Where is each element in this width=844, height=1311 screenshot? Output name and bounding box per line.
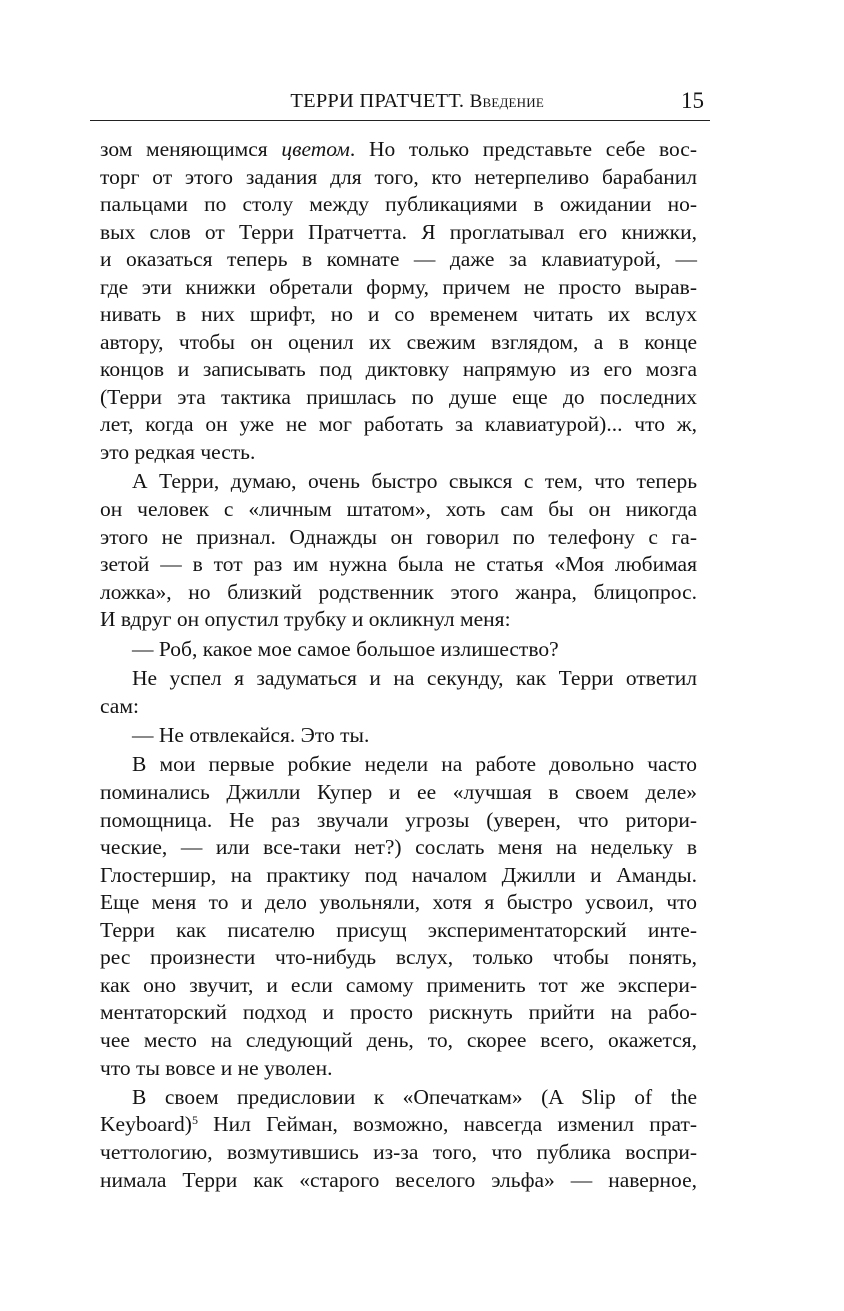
text-line: вых слов от Терри Пратчетта. Я проглатывал его книжки, [100, 219, 697, 244]
text-line: рес произнести что-нибудь вслух, только чтобы понять, [100, 945, 697, 970]
italic-word: цветом [281, 137, 350, 161]
text-line: концов и записывать под диктовку напрямую из его мозга [100, 357, 697, 382]
text-line: Терри как писателю присущ экспериментаторский инте- [100, 917, 697, 942]
text-line: (Терри эта тактика пришлась по душе еще до последних [100, 384, 697, 409]
text-line: А Терри, думаю, очень быстро свыкся с тем, что теперь [132, 469, 697, 494]
text-line: В мои первые робкие недели на работе довольно часто [132, 752, 697, 777]
page-number: 15 [681, 88, 704, 113]
paragraph [100, 751, 697, 1082]
dialogue-line [100, 722, 697, 750]
text-line: — Не отвлекайся. Это ты. [132, 723, 370, 748]
paragraph [100, 665, 697, 720]
text-line: поминались Джилли Купер и ее «лучшая в своем деле» [100, 780, 697, 805]
text-line: это редкая честь. [100, 440, 256, 465]
text-line: Глостершир, на практику под началом Джилли и Аманды. [100, 862, 697, 887]
text-line: помощница. Не раз звучали угрозы (уверен, что ритори- [100, 807, 697, 832]
text-line: В своем предисловии к «Опечаткам» (A Slip of the [132, 1084, 697, 1109]
body-text [100, 136, 697, 1194]
text-line: автору, чтобы он оценил их свежим взглядом, а в конце [100, 329, 697, 354]
text-line: и оказаться теперь в комнате — даже за клавиатурой, — [100, 247, 697, 272]
text-line: чее место на следующий день, то, скорее всего, окажется, [100, 1027, 697, 1052]
text-line: Еще меня то и дело увольняли, хотя я быстро усвоил, что [100, 890, 697, 915]
text-line: он человек с «личным штатом», хоть сам бы он никогда [100, 497, 697, 521]
text-line: ложка», но близкий родственник этого жанра, блицопрос. [100, 579, 697, 604]
text-line: сам: [100, 693, 139, 718]
text-line: четтологию, возмутившись из-за того, что публика воспри- [100, 1140, 697, 1165]
text-line: Не успел я задуматься и на секунду, как Терри ответил [132, 666, 697, 691]
dialogue-line [100, 636, 697, 664]
text-line: торг от этого задания для того, кто нетерпеливо барабанил [100, 164, 697, 189]
running-head-title [290, 90, 544, 113]
paragraph [100, 136, 697, 467]
text-line: зом меняющимся цветом. Но только представьте себе вос- [100, 137, 697, 161]
text-line: зетой — в тот раз им нужна была не статья «Моя любимая [100, 552, 697, 577]
footnote-marker[interactable]: 5 [191, 1113, 198, 1128]
text-line: где эти книжки обретали форму, причем не просто вырав- [100, 274, 697, 299]
text-line: лет, когда он уже не мог работать за клавиатурой)... что ж, [100, 412, 697, 437]
chapter-name: Введение [469, 91, 544, 112]
text-line: что ты вовсе и не уволен. [100, 1055, 333, 1080]
text-line: нивать в них шрифт, но и со временем читать их вслух [100, 302, 697, 327]
running-header [90, 88, 710, 121]
text-line: — Роб, какое мое самое большое излишество? [132, 636, 559, 661]
text-line: этого не признал. Однажды он говорил по телефону с га- [100, 524, 697, 549]
text-line: ческие, — или все-таки нет?) сослать меня на недельку в [100, 835, 697, 860]
text-line: ментаторский подход и просто рискнуть прийти на рабо- [100, 1000, 697, 1025]
paragraph [100, 1084, 697, 1194]
text-line: пальцами по столу между публикациями в ожидании но- [100, 192, 697, 217]
text-line: Keyboard)$^5$ Нил Гейман, возможно, навсегда изменил прат- [100, 1112, 697, 1137]
text-line: как оно звучит, и если самому применить тот же экспери- [100, 972, 697, 997]
author-name: ТЕРРИ ПРАТЧЕТТ. [290, 90, 465, 112]
text-line: И вдруг он опустил трубку и окликнул меня: [100, 607, 511, 632]
paragraph [100, 468, 697, 633]
text-line: нимала Терри как «старого веселого эльфа» — наверное, [100, 1167, 697, 1192]
